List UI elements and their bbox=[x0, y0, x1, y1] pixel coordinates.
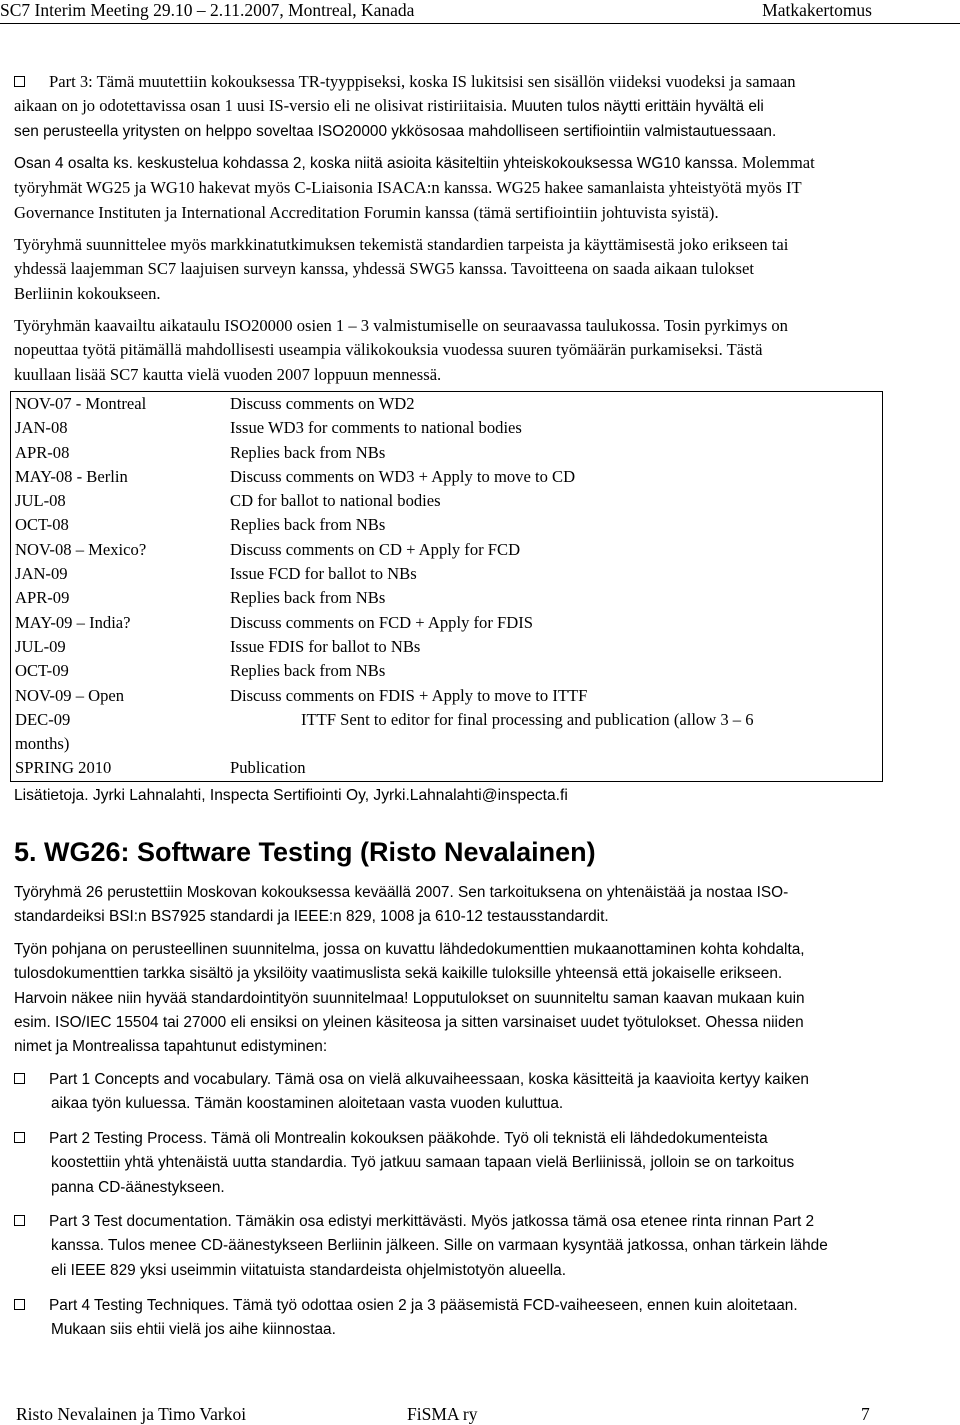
osan4-line1b: keskustelua kohdassa 2, koska niitä asioita käsiteltiin yhteiskokouksessa WG10 kanssa. bbox=[132, 155, 738, 172]
schedule-when: NOV-07 - Montreal bbox=[15, 394, 147, 413]
osan4-line1c: Molemmat bbox=[737, 153, 815, 172]
schedule-what: Replies back from NBs bbox=[230, 661, 386, 681]
osan4-paragraph bbox=[14, 151, 944, 225]
checkbox-bullet-icon bbox=[14, 1073, 25, 1084]
section5-p2-line5: nimet ja Montrealissa tapahtunut edistyminen: bbox=[14, 1038, 328, 1056]
table-row bbox=[11, 465, 883, 489]
market-line2: yhdessä laajemman SC7 laajuisen surveyn kanssa, yhdessä SWG5 kanssa. Tavoitteena on saada aikaan tulokset bbox=[14, 259, 754, 279]
schedule-what: Replies back from NBs bbox=[230, 588, 386, 608]
table-row bbox=[11, 756, 883, 781]
schedule-what: Replies back from NBs bbox=[230, 515, 386, 535]
section-heading: 5. WG26: Software Testing (Risto Nevalainen) bbox=[14, 837, 596, 867]
schedule-when: APR-09 bbox=[15, 588, 70, 608]
schedule-when: MAY-09 – India? bbox=[15, 612, 131, 632]
schedule-what: Discuss comments on WD2 bbox=[230, 394, 415, 413]
table-row bbox=[11, 538, 883, 562]
table-row bbox=[11, 635, 883, 659]
header-meeting-title: SC7 Interim Meeting 29.10 – 2.11.2007, Montreal, Kanada bbox=[0, 0, 415, 20]
section5-p1-line1: Työryhmä 26 perustettiin Moskovan kokouksessa keväällä 2007. Sen tarkoituksena on yhtenäistää ja nostaa ISO- bbox=[14, 884, 789, 901]
part-bullet-3 bbox=[14, 1210, 944, 1283]
osan4-line2: työryhmät WG25 ja WG10 hakevat myös C-Liaisonia ISACA:n kanssa. bbox=[14, 178, 493, 198]
table-row bbox=[11, 708, 883, 757]
part-line: Mukaan siis ehtii vielä jos aihe kiinnostaa. bbox=[51, 1321, 336, 1339]
header-doc-type: Matkakertomus bbox=[762, 0, 872, 20]
schedule-intro-paragraph bbox=[14, 314, 944, 387]
header-rule bbox=[0, 23, 960, 24]
checkbox-bullet-icon bbox=[14, 1299, 25, 1310]
part-line: aikaa työn kuluessa. Tämän koostaminen aloitetaan vasta vuoden kuluttua. bbox=[51, 1095, 564, 1113]
part-line: koostettiin yhtä yhtenäistä uutta standardia. Työ jatkuu samaan tapaan vielä Berliinissä, jolloin se on tarkoitus bbox=[51, 1154, 795, 1172]
part-bullet-2 bbox=[14, 1127, 944, 1200]
footer-authors: Risto Nevalainen ja Timo Varkoi bbox=[16, 1404, 247, 1424]
part-bullet-1 bbox=[14, 1068, 944, 1117]
section5-p2-line2: tulosdokumenttien tarkka sisältö ja yksilöity vaatimuslista sekä kaikille tuloksille yhteensä että jokaiselle erikseen. bbox=[14, 965, 783, 983]
part-line: eli IEEE 829 yksi useimmin viitatuista standardeista ohjelmistotyön alueella. bbox=[51, 1261, 566, 1279]
schedule-when: OCT-09 bbox=[15, 661, 69, 681]
part3-line2b: Muuten tulos näytti erittäin hyvältä eli bbox=[507, 98, 764, 116]
section5-p2-line3: Harvoin näkee niin hyvää standardointityön suunnitelmaa! Lopputulokset on suunniteltu saman kaavan mukaan kuin bbox=[14, 989, 805, 1007]
schedule-what: ITTF Sent to editor for final processing and publication (allow 3 – 6 bbox=[301, 709, 754, 729]
table-row bbox=[11, 611, 883, 635]
part-line: Part 4 Testing Techniques. Tämä työ odottaa osien 2 ja 3 pääsemistä FCD-vaiheeseen, ennen kuin aloitetaan. bbox=[49, 1297, 798, 1314]
footer-organization: FiSMA ry bbox=[407, 1404, 478, 1424]
part-line: panna CD-äänestykseen. bbox=[51, 1178, 225, 1196]
table-row bbox=[11, 441, 883, 465]
table-row bbox=[11, 684, 883, 708]
page-header bbox=[0, 0, 960, 22]
section5-p2-line1: Työn pohjana on perusteellinen suunnitelma, jossa on kuvattu lähdedokumenttien mukaanottaminen kohta kohdalta, bbox=[14, 941, 805, 958]
schedule-intro-line1: Työryhmän kaavailtu aikataulu ISO20000 osien 1 – 3 valmistumiselle on seuraavassa taulukossa. Tosin pyrkimys on bbox=[14, 316, 788, 335]
section5-paragraph2 bbox=[14, 938, 944, 1059]
schedule-when: NOV-09 – Open bbox=[15, 685, 125, 705]
schedule-what: Discuss comments on CD + Apply for FCD bbox=[230, 539, 521, 559]
schedule-intro-line3: kuullaan lisää SC7 kautta vielä vuoden 2007 loppuun mennessä. bbox=[14, 364, 442, 384]
part-line: Part 3 Test documentation. Tämäkin osa edistyi merkittävästi. Myös jatkossa tämä osa etenee rinta rinnan Part 2 bbox=[49, 1213, 815, 1230]
part3-line2: aikaan on jo odotettavissa osan 1 uusi IS-versio eli ne olisivat ristiriitaisia. bbox=[14, 96, 508, 116]
part-line: Part 1 Concepts and vocabulary. Tämä osa on vielä alkuvaiheessaan, koska käsitteitä ja kaavioita kertyy kaiken bbox=[49, 1071, 809, 1088]
table-row bbox=[11, 489, 883, 513]
section5-p1-line2: standardeiksi BSI:n BS7925 standardi ja IEEE:n 829, 1008 ja 610-12 testausstandardit. bbox=[14, 908, 609, 926]
market-paragraph bbox=[14, 233, 944, 306]
schedule-table bbox=[10, 391, 883, 782]
osan4-line1a: Osan 4 osalta ks. bbox=[14, 155, 133, 172]
part3-line3: sen perusteella yritysten on helppo soveltaa ISO20000 ykkösosaa mahdolliseen sertifiointiin valmistautuessaan. bbox=[14, 122, 777, 140]
market-line1: Työryhmä suunnittelee myös markkinatutkimuksen tekemistä standardien tarpeista ja käyttämisestä joko erikseen tai bbox=[14, 235, 789, 254]
schedule-what: Issue FDIS for ballot to NBs bbox=[230, 636, 421, 656]
section5-paragraph1 bbox=[14, 881, 944, 930]
table-row bbox=[11, 416, 883, 440]
schedule-when: OCT-08 bbox=[15, 515, 69, 535]
schedule-when: NOV-08 – Mexico? bbox=[15, 539, 147, 559]
page-number: 7 bbox=[861, 1404, 870, 1424]
schedule-what: Publication bbox=[230, 758, 306, 778]
schedule-what: Issue FCD for ballot to NBs bbox=[230, 564, 417, 584]
part3-bullet bbox=[14, 70, 944, 144]
schedule-dec-cell bbox=[11, 708, 883, 757]
part-line: kanssa. Tulos menee CD-äänestykseen Berliinin jälkeen. Sille on varmaan kysyntää jatkossa, onhan tärkein lähde bbox=[51, 1237, 828, 1255]
table-row bbox=[11, 513, 883, 537]
schedule-when: SPRING 2010 bbox=[15, 758, 112, 778]
section5-p2-line4: esim. ISO/IEC 15504 tai 27000 eli ensiksi on yleinen käsiteosa ja sitten varsinaiset uudet työtulokset. Ohessa niiden bbox=[14, 1013, 804, 1031]
table-row bbox=[11, 659, 883, 683]
schedule-when: JUL-09 bbox=[15, 636, 66, 656]
schedule-intro-line2: nopeuttaa työtä pitämällä mahdollisesti useampia välikokouksia vuodessa suuren työmäärän purkamiseksi. Tästä bbox=[14, 340, 763, 360]
schedule-when: JAN-08 bbox=[15, 418, 68, 438]
part3-line1: Part 3: Tämä muutettiin kokouksessa TR-tyyppiseksi, koska IS lukitsisi sen sisällön viideksi vuodeksi ja samaan bbox=[49, 72, 796, 91]
schedule-dec-continuation: months) bbox=[15, 734, 70, 754]
contact-line: Lisätietoja. Jyrki Lahnalahti, Inspecta Sertifiointi Oy, Jyrki.Lahnalahti@inspecta.fi bbox=[14, 787, 568, 804]
table-row bbox=[11, 392, 883, 417]
checkbox-bullet-icon bbox=[14, 76, 25, 87]
schedule-when: MAY-08 - Berlin bbox=[15, 466, 128, 486]
table-row bbox=[11, 586, 883, 610]
market-line3: Berliinin kokoukseen. bbox=[14, 283, 161, 303]
schedule-when: JUL-08 bbox=[15, 491, 66, 511]
part-bullet-4 bbox=[14, 1294, 944, 1343]
schedule-when: DEC-09 bbox=[15, 709, 71, 729]
checkbox-bullet-icon bbox=[14, 1215, 25, 1226]
schedule-what: CD for ballot to national bodies bbox=[230, 491, 441, 511]
schedule-what: Discuss comments on FCD + Apply for FDIS bbox=[230, 612, 533, 632]
schedule-when: JAN-09 bbox=[15, 564, 68, 584]
osan4-line3: Governance Instituten ja International Accreditation Forumin kanssa (tämä sertifiointiin johtuvista syistä). bbox=[14, 202, 719, 222]
schedule-when: APR-08 bbox=[15, 442, 70, 462]
osan4-line2b: WG25 hakee samanlaista yhteistyötä myös IT bbox=[492, 178, 802, 198]
schedule-what: Discuss comments on WD3 + Apply to move to CD bbox=[230, 466, 576, 486]
schedule-what: Replies back from NBs bbox=[230, 442, 386, 462]
table-row bbox=[11, 562, 883, 586]
schedule-what: Issue WD3 for comments to national bodies bbox=[230, 418, 522, 438]
checkbox-bullet-icon bbox=[14, 1132, 25, 1143]
part-line: Part 2 Testing Process. Tämä oli Montrealin kokouksen pääkohde. Työ oli teknistä eli lähdedokumenteista bbox=[49, 1130, 768, 1147]
schedule-what: Discuss comments on FDIS + Apply to move to ITTF bbox=[230, 685, 588, 705]
